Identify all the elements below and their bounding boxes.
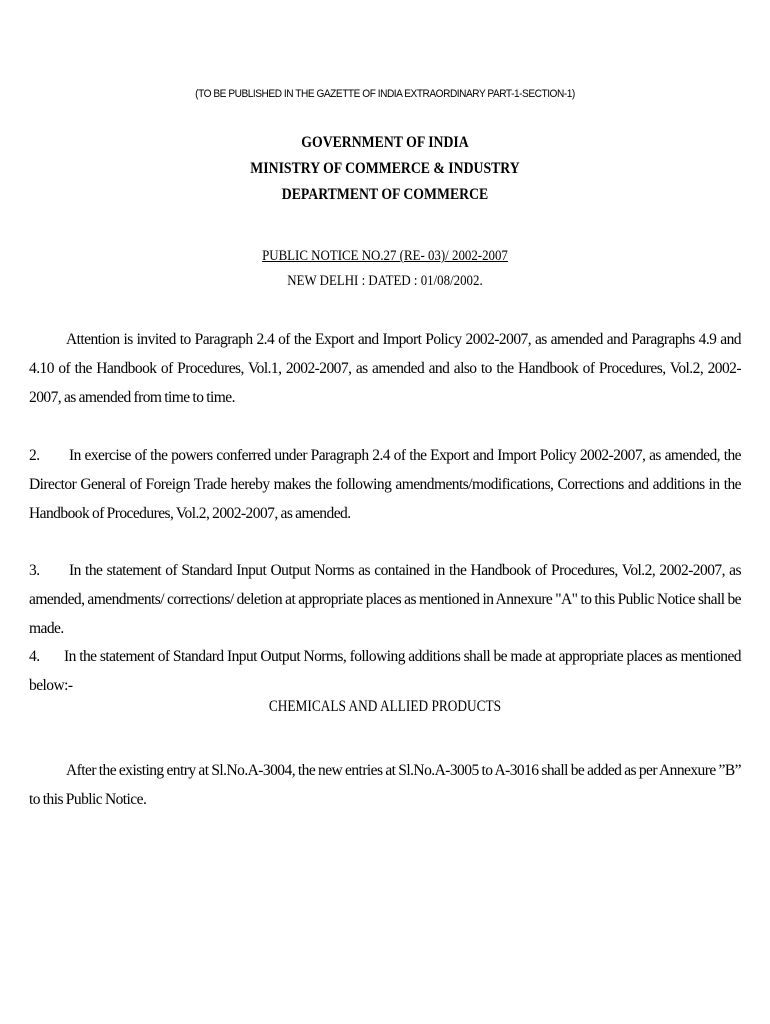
- notice-date: NEW DELHI : DATED : 01/08/2002.: [287, 273, 483, 289]
- paragraph-2-text: In exercise of the powers conferred under Paragraph 2.4 of the Export and Import Policy 2002-2007, as amended, the Director General of Foreign Trade hereby makes the following amendments/modifications, Corrections and additions in the Handbook of Procedures, Vol.2, 2002-2007, as amended.: [29, 447, 741, 522]
- paragraph-5: [29, 756, 741, 814]
- paragraph-3-text: In the statement of Standard Input Output Norms as contained in the Handbook of Procedures, Vol.2, 2002-2007, as amended, amendments/ corrections/ deletion at appropriate places as mentioned in Annexure "A" to this Public Notice shall be made.: [29, 562, 741, 637]
- issuing-authority-heading: [54, 130, 716, 208]
- department-line: DEPARTMENT OF COMMERCE: [281, 186, 489, 203]
- paragraph-3-number: 3.: [29, 562, 40, 579]
- paragraph-3: [29, 556, 741, 643]
- notice-reference: [54, 244, 716, 294]
- public-notice-number: PUBLIC NOTICE NO.27 (RE- 03)/ 2002-2007: [262, 248, 508, 264]
- paragraph-1: [29, 325, 741, 412]
- paragraph-2-number: 2.: [29, 447, 40, 464]
- gazette-publication-note: (TO BE PUBLISHED IN THE GAZETTE OF INDIA EXTRAORDINARY PART-1-SECTION-1): [195, 88, 575, 100]
- paragraph-4-text: In the statement of Standard Input Output Norms, following additions shall be made at appropriate places as mentioned below:-: [29, 648, 741, 694]
- section-title: CHEMICALS AND ALLIED PRODUCTS: [268, 698, 502, 715]
- ministry-line: MINISTRY OF COMMERCE & INDUSTRY: [250, 160, 520, 177]
- paragraph-1-text: Attention is invited to Paragraph 2.4 of the Export and Import Policy 2002-2007, as amended and Paragraphs 4.9 and 4.10 of the Handbook of Procedures, Vol.1, 2002-2007, as amended and also to the Handbook of Procedures, Vol.2, 2002-2007, as amended from time to time.: [29, 331, 741, 406]
- paragraph-2: [29, 441, 741, 528]
- paragraph-4: [29, 642, 741, 700]
- paragraph-5-text: After the existing entry at Sl.No.A-3004, the new entries at Sl.No.A-3005 to A-3016 shall be added as per Annexure ”B” to this Public Notice.: [29, 762, 741, 808]
- paragraph-4-number: 4.: [29, 648, 40, 665]
- government-line: GOVERNMENT OF INDIA: [301, 134, 469, 151]
